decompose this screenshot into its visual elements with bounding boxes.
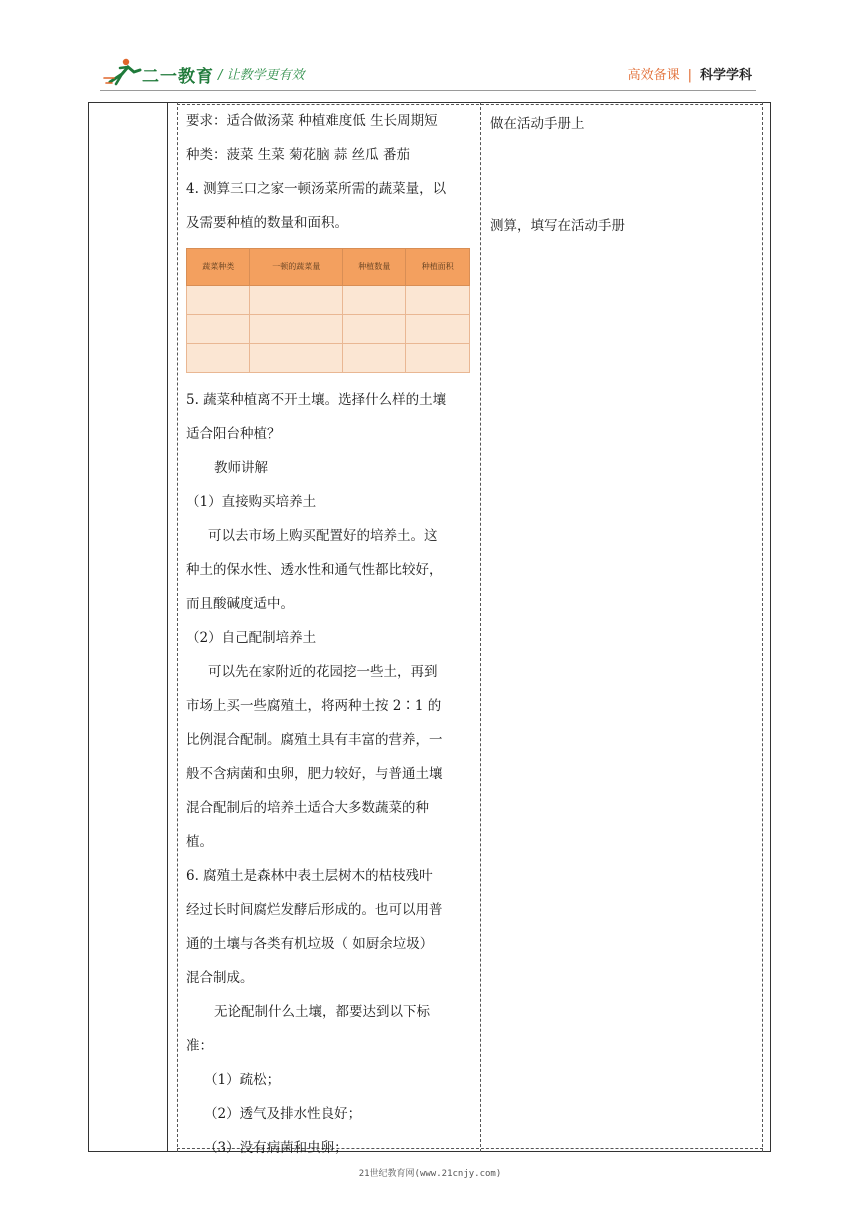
- text-line: 经过长时间腐烂发酵后形成的。也可以用普: [186, 902, 443, 918]
- text-line: 混合制成。: [186, 970, 254, 986]
- column-divider: [167, 102, 168, 1152]
- text-line: 而且酸碱度适中。: [186, 596, 294, 612]
- text-line: 市场上买一些腐殖土，将两种土按 2∶1 的: [186, 698, 442, 714]
- text-line: 要求：适合做汤菜 种植难度低 生长周期短: [186, 113, 438, 129]
- header-separator: |: [687, 68, 692, 83]
- subject-label: 科学学科: [699, 68, 752, 83]
- text-line: 植。: [186, 834, 213, 850]
- dashed-divider: [762, 102, 763, 1152]
- table-header: 种植面积: [406, 249, 470, 286]
- text-line: 种土的保水性、透水性和通气性都比较好，: [186, 562, 443, 578]
- brand-name: 二一教育: [142, 67, 214, 87]
- text-line: 可以去市场上购买配置好的培养土。这: [208, 528, 438, 544]
- text-line: （1）直接购买培养土: [186, 494, 317, 510]
- text-line: 种类：菠菜 生菜 菊花脑 蒜 丝瓜 番茄: [186, 147, 410, 163]
- page-header: [100, 52, 756, 98]
- header-divider: [100, 90, 756, 91]
- activity-note: 测算，填写在活动手册: [490, 218, 625, 234]
- table-header: 种植数量: [343, 249, 406, 286]
- text-line: 准：: [186, 1038, 213, 1054]
- text-line: 比例混合配制。腐殖土具有丰富的营养，一: [186, 732, 443, 748]
- slogan: / 让教学更有效: [218, 68, 305, 83]
- dashed-divider: [480, 102, 481, 1152]
- text-line: 适合阳台种植？: [186, 426, 281, 442]
- table-header: 蔬菜种类: [187, 249, 250, 286]
- text-line: 无论配制什么土壤，都要达到以下标: [214, 1004, 430, 1020]
- activity-content: [186, 104, 476, 1165]
- text-line: （2）自己配制培养土: [186, 630, 317, 646]
- text-line: （1）疏松；: [204, 1072, 281, 1088]
- page-footer: 21世纪教育网(www.21cnjy.com): [358, 1169, 502, 1179]
- text-line: 混合配制后的培养土适合大多数蔬菜的种: [186, 800, 429, 816]
- table-row: [187, 344, 470, 373]
- text-line: 教师讲解: [214, 460, 268, 476]
- text-line: 5. 蔬菜种植离不开土壤。选择什么样的土壤: [186, 392, 447, 408]
- header-right: [628, 64, 752, 83]
- header-tag: 高效备课: [627, 68, 680, 83]
- vegetable-table: [186, 248, 470, 373]
- text-line: 般不含病菌和虫卵，肥力较好，与普通土壤: [186, 766, 443, 782]
- text-line: 及需要种植的数量和面积。: [186, 215, 348, 231]
- text-line: （3）没有病菌和虫卵；: [204, 1140, 348, 1156]
- text-line: 4. 测算三口之家一顿汤菜所需的蔬菜量，以: [186, 181, 447, 197]
- text-line: 6. 腐殖土是森林中表土层树木的枯枝残叶: [186, 868, 433, 884]
- table-row: [187, 315, 470, 344]
- text-line: （2）透气及排水性良好；: [204, 1106, 362, 1122]
- text-line: 通的土壤与各类有机垃圾（ 如厨余垃圾）: [186, 936, 434, 952]
- text-line: 可以先在家附近的花园挖一些土，再到: [208, 664, 438, 680]
- table-row: [187, 286, 470, 315]
- table-header: 一顿的蔬菜量: [250, 249, 343, 286]
- dashed-divider: [177, 102, 178, 1152]
- activity-note: 做在活动手册上: [490, 116, 585, 132]
